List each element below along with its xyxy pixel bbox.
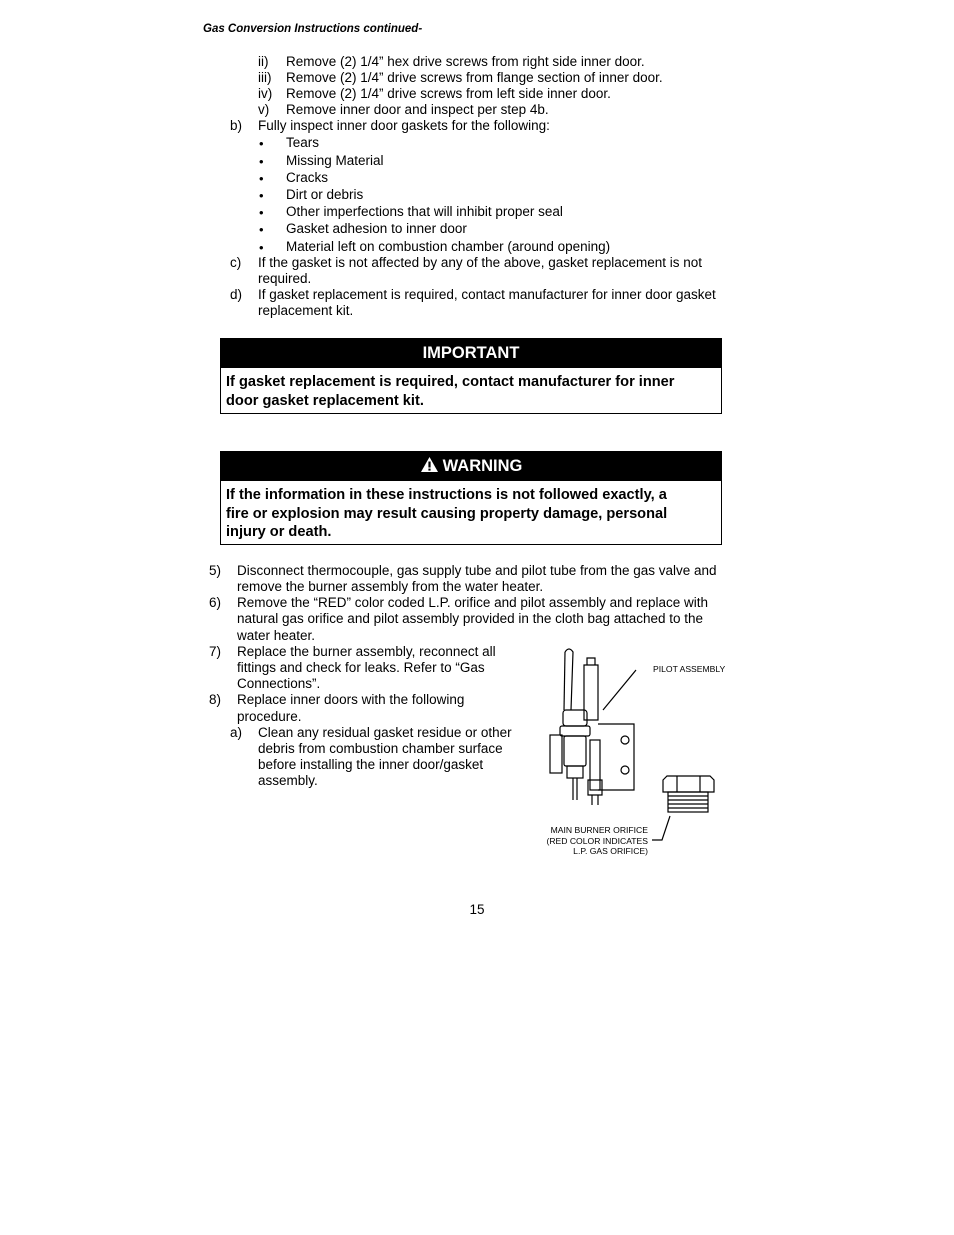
step-7-text: fittings and check for leaks. Refer to “Gas (237, 660, 485, 675)
step-b-marker: b) (230, 118, 243, 133)
bullet-symbol: • (259, 222, 264, 237)
important-text: If gasket replacement is required, contact manufacturer for inner (226, 374, 675, 390)
substep-text: Remove (2) 1/4” drive screws from flange section of inner door. (286, 70, 663, 85)
warning-text: fire or explosion may result causing property damage, personal (226, 505, 668, 522)
substep-marker: iii) (258, 70, 272, 85)
list-item: Gasket adhesion to inner door (286, 221, 467, 236)
list-item: Cracks (286, 170, 329, 185)
warning-text: If the information in these instructions is not followed exactly, a (226, 487, 667, 503)
step-d-marker: d) (230, 287, 243, 302)
bullet-symbol: • (259, 154, 264, 169)
step-6-text: natural gas orifice and pilot assembly provided in the cloth bag attached to the (237, 611, 704, 626)
step-8a-marker: a) (230, 725, 243, 740)
important-body (221, 368, 721, 413)
step-8a-text: assembly. (258, 773, 318, 788)
step-c-text: required. (258, 271, 312, 286)
warning-body (221, 481, 721, 545)
step-6-text: water heater. (237, 628, 316, 643)
step-8-text: Replace inner doors with the following (237, 692, 465, 707)
orifice-label-line: (RED COLOR INDICATES (546, 835, 648, 846)
step-c-text: If the gasket is not affected by any of the above, gasket replacement is not (258, 255, 703, 270)
substep-text: Remove inner door and inspect per step 4b. (286, 102, 549, 117)
step-8a-text: debris from combustion chamber surface (258, 741, 503, 756)
list-item: Dirt or debris (286, 187, 364, 202)
bullet-symbol: • (259, 205, 264, 220)
step-6-text: Remove the “RED” color coded L.P. orifice and pilot assembly and replace with (237, 595, 708, 610)
important-box (220, 338, 722, 414)
step-7-text: Replace the burner assembly, reconnect all (237, 644, 496, 659)
substep-marker: v) (258, 102, 270, 117)
substep-text: Remove (2) 1/4” hex drive screws from right side inner door. (286, 54, 645, 69)
page-number: 15 (469, 902, 485, 917)
important-title: IMPORTANT (221, 339, 721, 368)
step-5-text: Disconnect thermocouple, gas supply tube and pilot tube from the gas valve and (237, 563, 717, 578)
warning-title: WARNING (442, 457, 523, 475)
step-5-text: remove the burner assembly from the water heater. (237, 579, 544, 594)
list-item: Other imperfections that will inhibit proper seal (286, 204, 563, 219)
bullet-symbol: • (259, 136, 264, 151)
bullet-symbol: • (259, 188, 264, 203)
pilot-assembly-label: PILOT ASSEMBLY (653, 664, 726, 674)
substep-text: Remove (2) 1/4” drive screws from left side inner door. (286, 86, 611, 101)
warning-header (221, 452, 721, 481)
step-8-text: procedure. (237, 709, 302, 724)
orifice-label (540, 825, 648, 857)
step-c-marker: c) (230, 255, 242, 270)
warning-triangle-icon (420, 456, 439, 473)
substep-marker: ii) (258, 54, 269, 69)
step-8a-text: Clean any residual gasket residue or other (258, 725, 512, 740)
orifice-label-line: L.P. GAS ORIFICE) (573, 846, 648, 856)
step-d-text: replacement kit. (258, 303, 354, 318)
step-7-marker: 7) (209, 644, 222, 659)
step-7-text: Connections”. (237, 676, 321, 691)
page-header: Gas Conversion Instructions continued- (203, 23, 423, 35)
step-b-text: Fully inspect inner door gaskets for the following: (258, 118, 550, 133)
step-6-marker: 6) (209, 595, 222, 610)
substep-marker: iv) (258, 86, 273, 101)
step-d-text: If gasket replacement is required, contact manufacturer for inner door gasket (258, 287, 716, 302)
list-item: Material left on combustion chamber (around opening) (286, 239, 611, 254)
orifice-label-line: MAIN BURNER ORIFICE (550, 825, 648, 835)
step-8a-text: before installing the inner door/gasket (258, 757, 484, 772)
warning-box (220, 451, 722, 545)
list-item: Tears (286, 135, 320, 150)
step-8-marker: 8) (209, 692, 222, 707)
bullet-symbol: • (259, 240, 264, 255)
warning-text: injury or death. (226, 524, 332, 540)
list-item: Missing Material (286, 153, 384, 168)
step-5-marker: 5) (209, 563, 222, 578)
bullet-symbol: • (259, 171, 264, 186)
important-text: door gasket replacement kit. (226, 392, 424, 409)
